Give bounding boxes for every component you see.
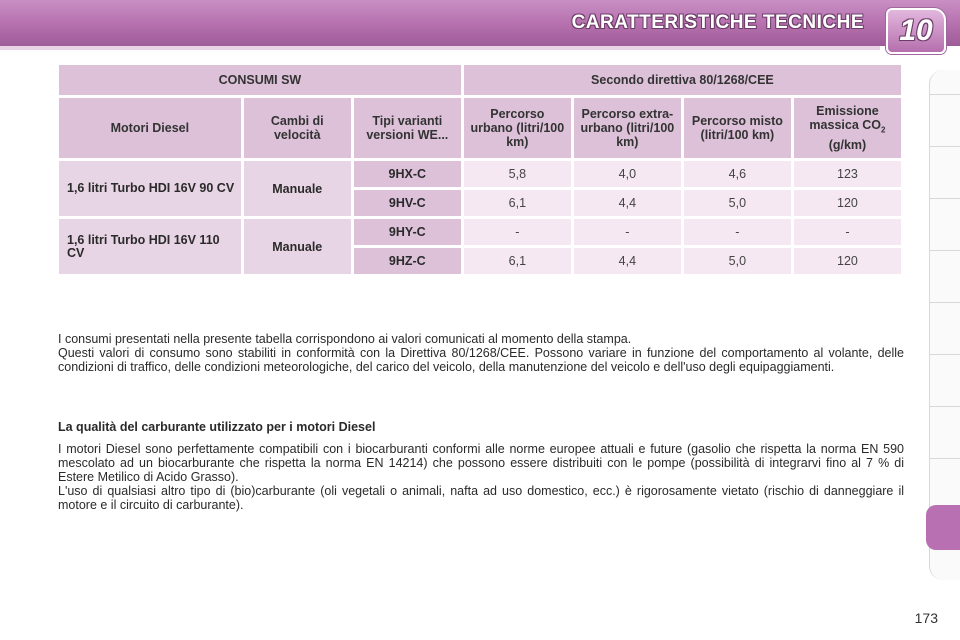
- motor-cell: 1,6 litri Turbo HDI 16V 90 CV: [59, 161, 241, 216]
- code-cell: 9HV-C: [354, 190, 461, 216]
- side-tab-divider: [930, 146, 960, 147]
- extra-cell: 4,4: [574, 190, 681, 216]
- extra-cell: 4,0: [574, 161, 681, 187]
- misto-cell: -: [684, 219, 791, 245]
- side-tab-divider: [930, 94, 960, 95]
- code-cell: 9HZ-C: [354, 248, 461, 274]
- page-number: 173: [914, 610, 938, 626]
- col-header-tipi: Tipi varianti versioni WE...: [354, 98, 461, 158]
- side-tab-strip: [929, 70, 960, 580]
- co2-cell: 120: [794, 248, 901, 274]
- side-tab-divider: [930, 406, 960, 407]
- side-tab-divider: [930, 250, 960, 251]
- header-underline: [0, 46, 880, 50]
- fuel-quality-section: [58, 420, 904, 512]
- note-body: Questi valori di consumo sono stabiliti in conformità con la Direttiva 80/1268/CEE. Possono variare in funzione del comportamento al volante, delle condizioni di traffico, delle condizioni meteorologiche, del carico del veicolo, della manutenzione del veicolo e dell'uso degli equipaggiamenti.: [58, 346, 904, 374]
- side-tab-divider: [930, 458, 960, 459]
- fuel-quality-para-1: I motori Diesel sono perfettamente compatibili con i biocarburanti conformi alle norme europee attuali e future (gasolio che rispetta la norma EN 590 mescolato ad un biocarburante che rispetta la norma EN 14214) che possono essere distribuiti con le pompe (possibilità di integrarvi fino al 7 % di Estere Metilico di Acido Grasso).: [58, 442, 904, 484]
- side-tab-divider: [930, 354, 960, 355]
- table-title-right: Secondo direttiva 80/1268/CEE: [464, 65, 901, 95]
- consumption-notes: [58, 332, 904, 374]
- extra-cell: -: [574, 219, 681, 245]
- urbano-cell: 5,8: [464, 161, 571, 187]
- chapter-number: 10: [899, 14, 933, 47]
- note-first-line: I consumi presentati nella presente tabella corrispondono ai valori comunicati al momento della stampa.: [58, 332, 632, 346]
- col-header-motori: Motori Diesel: [59, 98, 241, 158]
- chapter-badge: [886, 8, 946, 54]
- col-header-cambi: Cambi di velocità: [244, 98, 351, 158]
- co2-cell: 120: [794, 190, 901, 216]
- misto-cell: 5,0: [684, 190, 791, 216]
- co2-cell: -: [794, 219, 901, 245]
- misto-cell: 5,0: [684, 248, 791, 274]
- extra-cell: 4,4: [574, 248, 681, 274]
- cambio-cell: Manuale: [244, 161, 351, 216]
- emissione-unit: (g/km): [828, 137, 867, 152]
- code-cell: 9HY-C: [354, 219, 461, 245]
- misto-cell: 4,6: [684, 161, 791, 187]
- consumption-table: [56, 62, 904, 277]
- col-header-extra: Percorso extra-urbano (litri/100 km): [574, 98, 681, 158]
- urbano-cell: 6,1: [464, 190, 571, 216]
- page-title: CARATTERISTICHE TECNICHE: [571, 12, 864, 33]
- side-tab-active[interactable]: [926, 505, 960, 550]
- side-tab-divider: [930, 198, 960, 199]
- fuel-quality-para-2: L'uso di qualsiasi altro tipo di (bio)carburante (oli vegetali o animali, nafta ad uso domestico, ecc.) è rigorosamente vietato (rischio di danneggiare il motore e il circuito di carburante).: [58, 484, 904, 512]
- col-header-misto: Percorso misto (litri/100 km): [684, 98, 791, 158]
- col-header-emissione: [794, 98, 901, 158]
- table-title-left: CONSUMI SW: [59, 65, 461, 95]
- table-row: [59, 219, 901, 245]
- co2-cell: 123: [794, 161, 901, 187]
- emissione-subscript: 2: [881, 125, 886, 135]
- side-tab-divider: [930, 302, 960, 303]
- urbano-cell: -: [464, 219, 571, 245]
- cambio-cell: Manuale: [244, 219, 351, 274]
- motor-cell: 1,6 litri Turbo HDI 16V 110 CV: [59, 219, 241, 274]
- emissione-label: Emissione massica CO: [809, 104, 881, 133]
- col-header-urbano: Percorso urbano (litri/100 km): [464, 98, 571, 158]
- urbano-cell: 6,1: [464, 248, 571, 274]
- table-row: [59, 161, 901, 187]
- fuel-quality-title: La qualità del carburante utilizzato per i motori Diesel: [58, 420, 376, 434]
- code-cell: 9HX-C: [354, 161, 461, 187]
